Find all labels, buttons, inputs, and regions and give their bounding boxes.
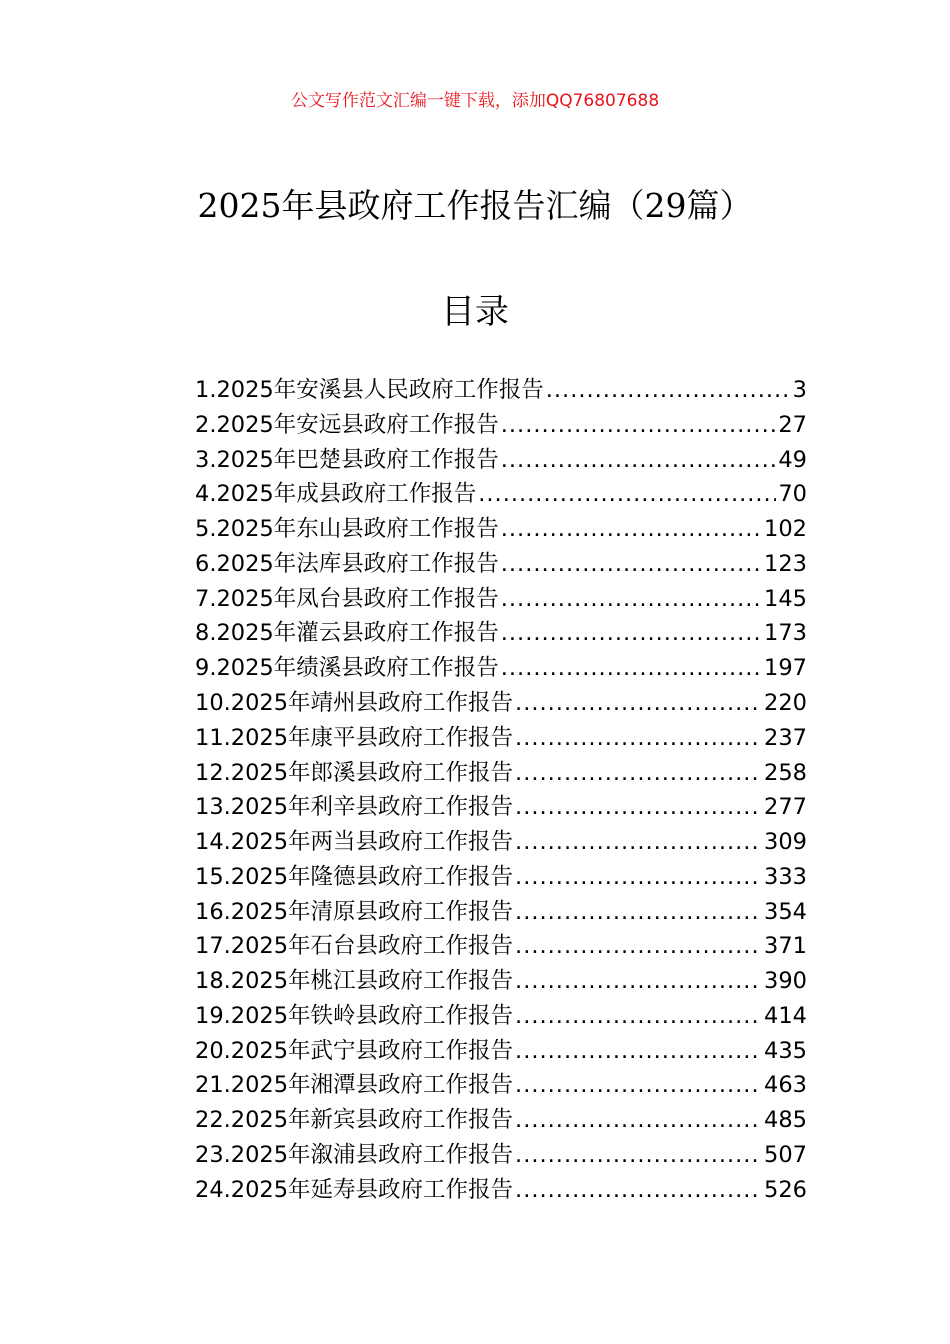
toc-leader bbox=[501, 657, 762, 680]
toc-entry-title: 13.2025年利辛县政府工作报告 bbox=[195, 794, 514, 821]
toc-leader bbox=[515, 901, 762, 924]
toc-leader bbox=[501, 449, 777, 472]
toc-entry[interactable] bbox=[195, 1138, 807, 1173]
toc-entry-page: 3 bbox=[792, 377, 807, 404]
toc-entry[interactable] bbox=[195, 755, 807, 790]
toc-entry-page: 220 bbox=[764, 690, 807, 717]
toc-entry-page: 371 bbox=[764, 933, 807, 960]
toc-leader bbox=[515, 1144, 762, 1167]
toc-entry[interactable] bbox=[195, 651, 807, 686]
toc-entry-page: 526 bbox=[764, 1176, 807, 1203]
toc-entry-title: 4.2025年成县政府工作报告 bbox=[195, 481, 477, 508]
toc-entry-title: 7.2025年凤台县政府工作报告 bbox=[195, 585, 499, 612]
toc-entry[interactable] bbox=[195, 443, 807, 478]
toc-entry[interactable] bbox=[195, 408, 807, 443]
toc-entry[interactable] bbox=[195, 825, 807, 860]
toc-entry-page: 123 bbox=[764, 550, 807, 577]
toc-entry-page: 173 bbox=[764, 620, 807, 647]
toc-leader bbox=[515, 762, 762, 785]
toc-entry-page: 70 bbox=[778, 481, 807, 508]
toc-leader bbox=[501, 553, 762, 576]
toc-entry-page: 49 bbox=[778, 446, 807, 473]
toc-leader bbox=[478, 483, 776, 506]
toc-entry-title: 15.2025年隆德县政府工作报告 bbox=[195, 863, 514, 890]
toc-entry-page: 197 bbox=[764, 655, 807, 682]
toc-leader bbox=[501, 588, 762, 611]
toc-entry[interactable] bbox=[195, 721, 807, 756]
toc-leader bbox=[515, 1040, 762, 1063]
toc-leader bbox=[515, 1005, 762, 1028]
toc-entry-title: 11.2025年康平县政府工作报告 bbox=[195, 724, 514, 751]
toc-entry-page: 237 bbox=[764, 724, 807, 751]
toc-entry-page: 390 bbox=[764, 968, 807, 995]
toc-entry-page: 145 bbox=[764, 585, 807, 612]
toc-entry-title: 20.2025年武宁县政府工作报告 bbox=[195, 1037, 514, 1064]
toc-entry-title: 10.2025年靖州县政府工作报告 bbox=[195, 690, 514, 717]
toc-leader bbox=[515, 1179, 762, 1202]
toc-leader bbox=[515, 970, 762, 993]
toc-entry-title: 5.2025年东山县政府工作报告 bbox=[195, 516, 499, 543]
toc-leader bbox=[515, 831, 762, 854]
toc-leader bbox=[515, 1109, 762, 1132]
toc-leader bbox=[501, 414, 777, 437]
toc-entry-page: 309 bbox=[764, 829, 807, 856]
toc-entry-title: 1.2025年安溪县人民政府工作报告 bbox=[195, 377, 544, 404]
toc-entry[interactable] bbox=[195, 790, 807, 825]
toc-entry[interactable] bbox=[195, 1034, 807, 1069]
toc-entry-title: 24.2025年延寿县政府工作报告 bbox=[195, 1176, 514, 1203]
toc-entry-title: 17.2025年石台县政府工作报告 bbox=[195, 933, 514, 960]
toc-entry[interactable] bbox=[195, 686, 807, 721]
toc-entry-title: 14.2025年两当县政府工作报告 bbox=[195, 829, 514, 856]
document-title: 2025年县政府工作报告汇编（29篇） bbox=[197, 186, 753, 225]
toc-entry-title: 16.2025年清原县政府工作报告 bbox=[195, 898, 514, 925]
toc-leader bbox=[546, 379, 791, 402]
toc-entry[interactable] bbox=[195, 373, 807, 408]
toc-leader bbox=[501, 622, 762, 645]
toc-entry[interactable] bbox=[195, 582, 807, 617]
toc-entry[interactable] bbox=[195, 547, 807, 582]
toc-entry-page: 27 bbox=[778, 411, 807, 438]
toc-entry-page: 333 bbox=[764, 863, 807, 890]
toc-entry-page: 485 bbox=[764, 1107, 807, 1134]
toc-entry[interactable] bbox=[195, 929, 807, 964]
toc-entry-title: 6.2025年法库县政府工作报告 bbox=[195, 550, 499, 577]
toc-leader bbox=[515, 1074, 762, 1097]
toc-entry-page: 435 bbox=[764, 1037, 807, 1064]
toc-entry-title: 3.2025年巴楚县政府工作报告 bbox=[195, 446, 499, 473]
toc-entry-title: 21.2025年湘潭县政府工作报告 bbox=[195, 1072, 514, 1099]
toc-leader bbox=[515, 692, 762, 715]
toc-entry-title: 2.2025年安远县政府工作报告 bbox=[195, 411, 499, 438]
header-note: 公文写作范文汇编一键下载，添加QQ76807688 bbox=[290, 91, 660, 111]
toc-entry-title: 22.2025年新宾县政府工作报告 bbox=[195, 1107, 514, 1134]
toc-entry-page: 277 bbox=[764, 794, 807, 821]
toc-entry[interactable] bbox=[195, 512, 807, 547]
toc-entry[interactable] bbox=[195, 616, 807, 651]
toc-leader bbox=[515, 866, 762, 889]
toc-entry[interactable] bbox=[195, 964, 807, 999]
toc-leader bbox=[501, 518, 762, 541]
toc-entry-title: 9.2025年绩溪县政府工作报告 bbox=[195, 655, 499, 682]
toc-entry-title: 12.2025年郎溪县政府工作报告 bbox=[195, 759, 514, 786]
toc-leader bbox=[515, 935, 762, 958]
toc-entry[interactable] bbox=[195, 1103, 807, 1138]
toc-entry-page: 258 bbox=[764, 759, 807, 786]
toc-entry[interactable] bbox=[195, 1068, 807, 1103]
toc-entry-page: 102 bbox=[764, 516, 807, 543]
toc-entry-title: 18.2025年桃江县政府工作报告 bbox=[195, 968, 514, 995]
toc-entry[interactable] bbox=[195, 1173, 807, 1208]
toc-entry-title: 19.2025年铁岭县政府工作报告 bbox=[195, 1002, 514, 1029]
toc-entry-page: 354 bbox=[764, 898, 807, 925]
toc-entry[interactable] bbox=[195, 894, 807, 929]
toc-entry-title: 8.2025年灌云县政府工作报告 bbox=[195, 620, 499, 647]
toc-leader bbox=[515, 727, 762, 750]
toc-leader bbox=[515, 796, 762, 819]
toc-heading: 目录 bbox=[441, 292, 509, 332]
toc-entry[interactable] bbox=[195, 999, 807, 1034]
toc-entry[interactable] bbox=[195, 860, 807, 895]
toc-entry-page: 414 bbox=[764, 1002, 807, 1029]
toc-entry[interactable] bbox=[195, 477, 807, 512]
table-of-contents bbox=[195, 373, 807, 1207]
toc-entry-title: 23.2025年溆浦县政府工作报告 bbox=[195, 1141, 514, 1168]
toc-entry-page: 463 bbox=[764, 1072, 807, 1099]
toc-entry-page: 507 bbox=[764, 1141, 807, 1168]
